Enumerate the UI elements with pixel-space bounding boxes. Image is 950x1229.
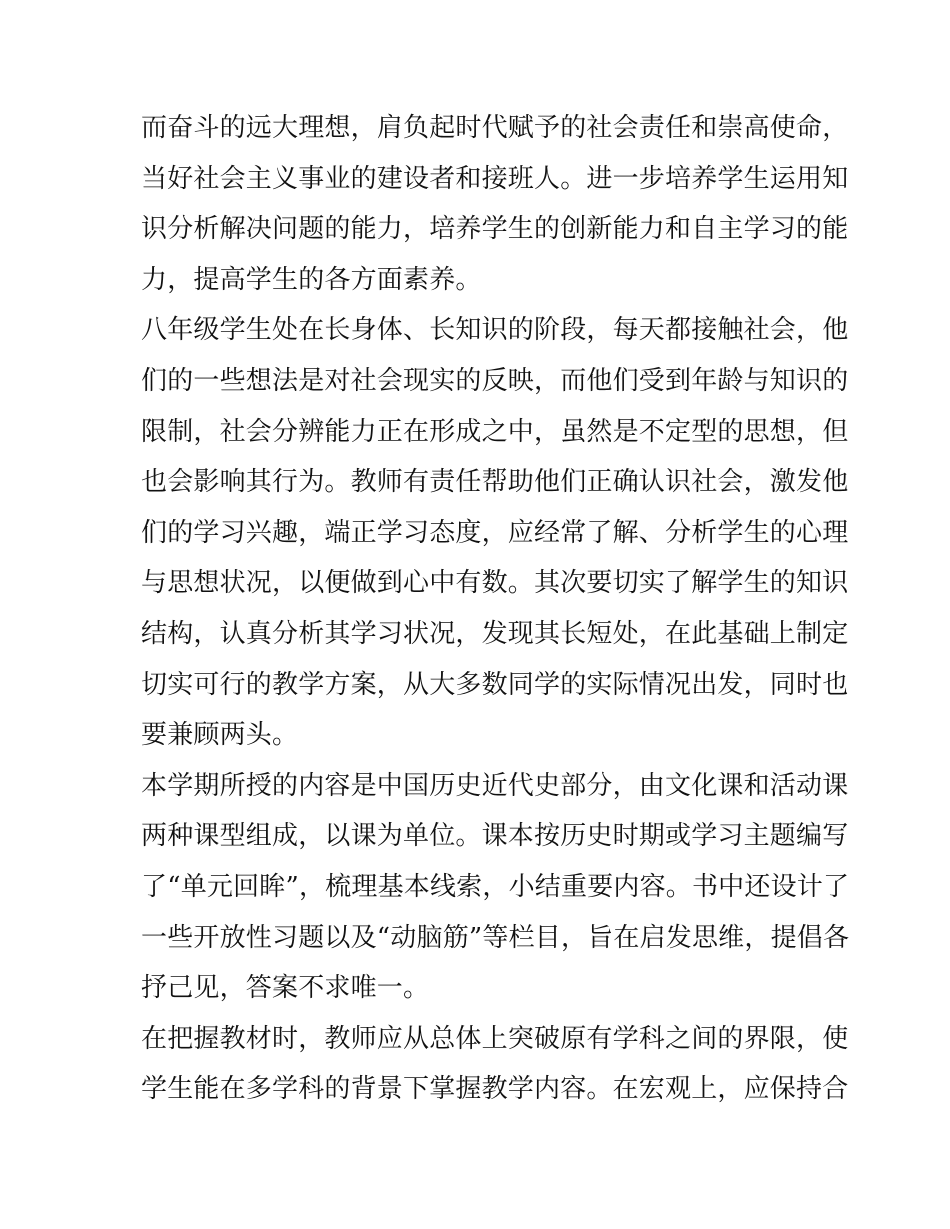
- text-line: 本学期所授的内容是中国历史近代史部分，由文化课和活动课: [141, 770, 849, 801]
- text-line: 当好社会主义事业的建设者和接班人。进一步培养学生运用知: [141, 163, 849, 194]
- paragraph: [141, 761, 850, 1014]
- text-line: 结构，认真分析其学习状况，发现其长短处，在此基础上制定: [141, 618, 849, 649]
- text-line: 与思想状况，以便做到心中有数。其次要切实了解学生的知识: [141, 568, 849, 599]
- text-line: 八年级学生处在长身体、长知识的阶段，每天都接触社会，他: [141, 315, 849, 346]
- text-line: 一些开放性习题以及“动脑筋”等栏目，旨在启发思维，提倡各: [141, 922, 850, 953]
- paragraph: [141, 305, 849, 760]
- text-line: 们的一些想法是对社会现实的反映，而他们受到年龄与知识的: [141, 365, 849, 396]
- text-line: 力，提高学生的各方面素养。: [141, 264, 482, 295]
- text-line: 在把握教材时，教师应从总体上突破原有学科之间的界限，使: [141, 1023, 849, 1054]
- text-line: 抒己见，答案不求唯一。: [141, 973, 430, 1004]
- text-line: 切实可行的教学方案，从大多数同学的实际情况出发，同时也: [141, 669, 849, 700]
- paragraph: [141, 1014, 849, 1115]
- text-line: 学生能在多学科的背景下掌握教学内容。在宏观上，应保持合: [141, 1074, 849, 1105]
- text-line: 了“单元回眸”，梳理基本线索，小结重要内容。书中还设计了: [141, 871, 850, 902]
- text-line: 识分析解决问题的能力，培养学生的创新能力和自主学习的能: [141, 214, 849, 245]
- paragraph: [141, 103, 849, 305]
- document-body: [141, 103, 850, 1115]
- text-line: 限制，社会分辨能力正在形成之中，虽然是不定型的思想，但: [141, 416, 849, 447]
- text-line: 两种课型组成，以课为单位。课本按历史时期或学习主题编写: [141, 821, 849, 852]
- text-line: 们的学习兴趣，端正学习态度，应经常了解、分析学生的心理: [141, 517, 849, 548]
- text-line: 而奋斗的远大理想，肩负起时代赋予的社会责任和崇高使命，: [141, 113, 849, 143]
- text-line: 也会影响其行为。教师有责任帮助他们正确认识社会，激发他: [141, 467, 849, 498]
- text-line: 要兼顾两头。: [141, 720, 299, 751]
